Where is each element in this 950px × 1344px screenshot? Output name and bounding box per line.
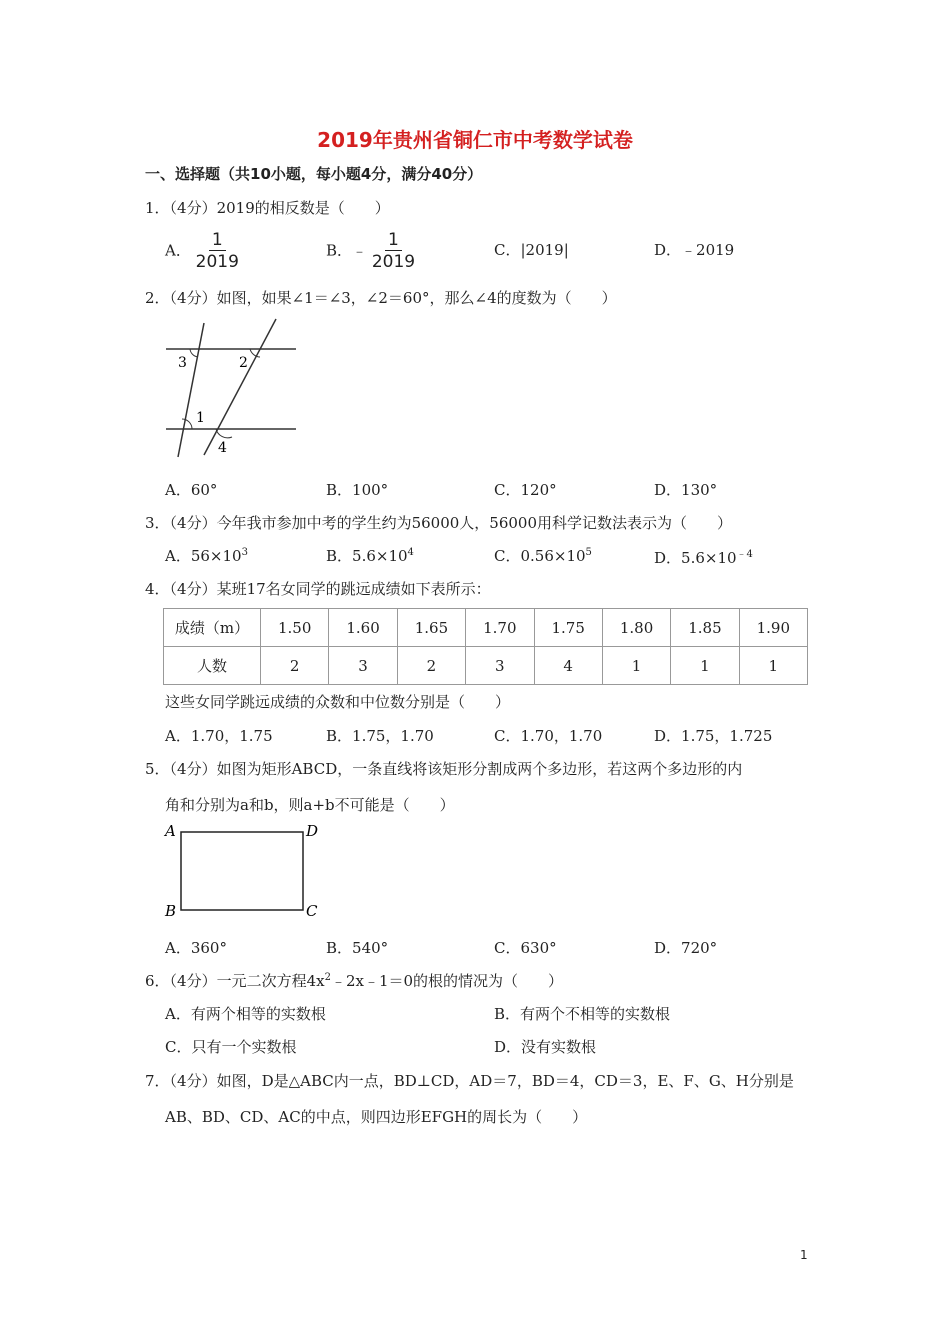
- exponent: 5: [585, 547, 592, 558]
- table-cell: 4: [534, 647, 602, 685]
- question-4-stem: 4．（4分）某班17名女同学的跳远成绩如下表所示：: [145, 580, 491, 598]
- table-cell: 2: [397, 647, 465, 685]
- q5-option-d: D．720°: [654, 939, 718, 957]
- option-text: C．0.56×10: [494, 547, 586, 565]
- q4-option-c: C．1.70，1.70: [494, 727, 603, 745]
- table-header-cell: 成绩（m）: [164, 609, 261, 647]
- angle-3-arc: [190, 349, 198, 357]
- table-cell: 1.50: [261, 609, 329, 647]
- question-2-stem: 2．（4分）如图，如果∠1＝∠3，∠2＝60°，那么∠4的度数为（ ）: [145, 289, 617, 307]
- score-table: [163, 608, 808, 685]
- page-title: 2019年贵州省铜仁市中考数学试卷: [317, 128, 633, 152]
- table-cell: 1: [602, 647, 670, 685]
- question-5-stem-line1: 5．（4分）如图为矩形ABCD，一条直线将该矩形分割成两个多边形，若这两个多边形的内: [145, 760, 743, 778]
- left-transversal: [178, 323, 204, 457]
- exponent: 3: [241, 547, 248, 558]
- question-7-stem-line2: AB、BD、CD、AC的中点，则四边形EFGH的周长为（ ）: [165, 1108, 588, 1126]
- table-cell: 1.90: [739, 609, 807, 647]
- vertex-a: A: [165, 822, 176, 840]
- exponent: 4: [407, 547, 414, 558]
- table-cell: 1.70: [466, 609, 534, 647]
- q4-option-d: D．1.75，1.725: [654, 727, 773, 745]
- q1-option-c: C．|2019|: [494, 241, 569, 259]
- table-cell: 3: [329, 647, 397, 685]
- table-cell: 1: [671, 647, 739, 685]
- fraction: [196, 230, 239, 273]
- q6-option-d: D．没有实数根: [494, 1038, 597, 1056]
- table-cell: 2: [261, 647, 329, 685]
- question-5-stem-line2: 角和分别为a和b，则a+b不可能是（ ）: [165, 796, 455, 814]
- q1-option-d: D．﹣2019: [654, 241, 735, 259]
- option-text: D．5.6×10: [654, 549, 737, 567]
- table-row: [164, 609, 808, 647]
- q6-option-c: C．只有一个实数根: [165, 1038, 297, 1056]
- option-label: A．: [165, 241, 191, 260]
- q2-figure: [160, 315, 305, 460]
- table-cell: 1.75: [534, 609, 602, 647]
- table-cell: 1.80: [602, 609, 670, 647]
- table-header-cell: 人数: [164, 647, 261, 685]
- option-label: B．: [326, 241, 353, 260]
- numerator: 1: [385, 230, 402, 251]
- stem-text: ﹣2x﹣1＝0的根的情况为（ ）: [330, 972, 564, 990]
- q3-option-a: [165, 545, 248, 566]
- q4-option-a: A．1.70，1.75: [165, 727, 273, 745]
- label-2: 2: [239, 355, 248, 371]
- table-cell: 1: [739, 647, 807, 685]
- vertex-c: C: [306, 902, 318, 920]
- q5-option-b: B．540°: [326, 939, 389, 957]
- right-transversal: [204, 319, 276, 455]
- label-4: 4: [218, 440, 227, 456]
- label-3: 3: [178, 355, 187, 371]
- option-text: A．56×10: [165, 547, 242, 565]
- q5-rectangle-figure: [160, 820, 325, 922]
- exponent: ﹣4: [736, 549, 753, 560]
- q2-option-c: C．120°: [494, 481, 557, 499]
- option-text: B．5.6×10: [326, 547, 408, 565]
- denominator: 2019: [195, 252, 239, 272]
- q6-option-b: B．有两个不相等的实数根: [494, 1005, 671, 1023]
- table-row: [164, 647, 808, 685]
- q1-option-a: [165, 230, 239, 273]
- fraction: [372, 230, 415, 273]
- q3-option-d: [654, 545, 753, 568]
- table-cell: 1.60: [329, 609, 397, 647]
- label-1: 1: [196, 410, 205, 426]
- vertex-d: D: [306, 822, 319, 840]
- numerator: 1: [209, 230, 226, 251]
- rectangle: [181, 832, 303, 910]
- question-7-stem-line1: 7．（4分）如图，D是△ABC内一点，BD⊥CD，AD＝7，BD＝4，CD＝3，E、F、G、H分别是: [145, 1072, 794, 1090]
- q6-option-a: A．有两个相等的实数根: [165, 1005, 326, 1023]
- q3-option-c: [494, 545, 592, 566]
- page-number: 1: [800, 1248, 808, 1262]
- q4-option-b: B．1.75，1.70: [326, 727, 434, 745]
- q3-option-b: [326, 545, 414, 566]
- table-cell: 3: [466, 647, 534, 685]
- minus-sign: ﹣: [352, 241, 368, 260]
- table-cell: 1.85: [671, 609, 739, 647]
- exponent: 2: [324, 972, 331, 983]
- table-cell: 1.65: [397, 609, 465, 647]
- question-6-stem: [145, 970, 563, 991]
- q2-option-a: A．60°: [165, 481, 218, 499]
- q5-option-a: A．360°: [165, 939, 227, 957]
- denominator: 2019: [371, 252, 416, 272]
- section-heading: 一、选择题（共10小题，每小题4分，满分40分）: [145, 165, 483, 183]
- q2-option-d: D．130°: [654, 481, 718, 499]
- vertex-b: B: [165, 902, 177, 920]
- q2-option-b: B．100°: [326, 481, 389, 499]
- angle-4-arc: [216, 429, 232, 438]
- question-4-follow: 这些女同学跳远成绩的众数和中位数分别是（ ）: [165, 693, 511, 711]
- question-1-stem: 1．（4分）2019的相反数是（ ）: [145, 199, 390, 217]
- q5-option-c: C．630°: [494, 939, 557, 957]
- q1-option-b: [326, 230, 415, 273]
- stem-text: 6．（4分）一元二次方程4x: [145, 972, 325, 990]
- question-3-stem: 3．（4分）今年我市参加中考的学生约为56000人，56000用科学记数法表示为（ ）: [145, 514, 733, 532]
